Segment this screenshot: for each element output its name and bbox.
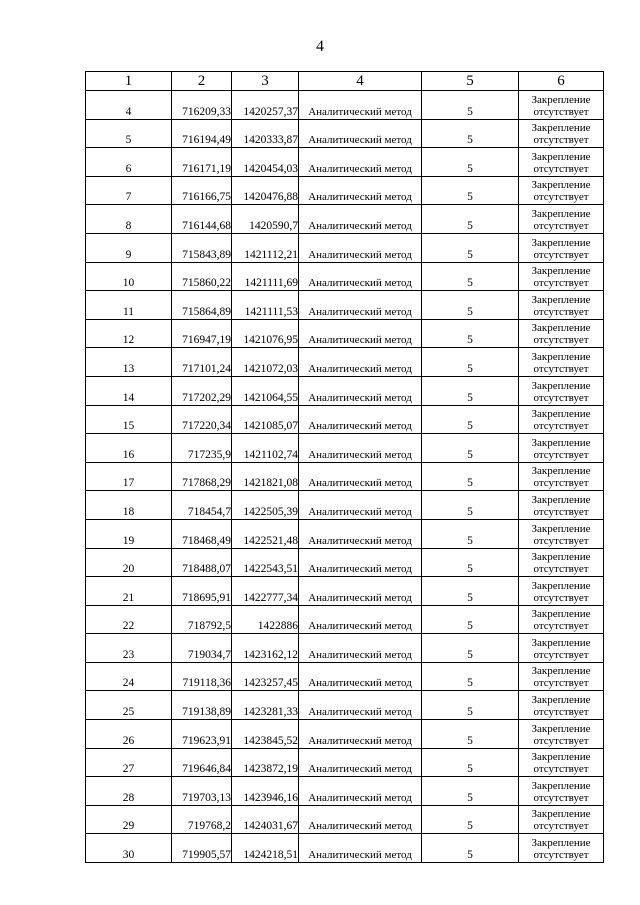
- accuracy-cell: 5: [422, 434, 519, 463]
- fixing-cell: Закрепление отсутствует: [519, 434, 604, 463]
- accuracy-cell: 5: [422, 805, 519, 834]
- coordinate-x: 717220,34: [172, 405, 232, 434]
- coordinate-x: 718695,91: [172, 577, 232, 606]
- accuracy-cell: 5: [422, 262, 519, 291]
- header-col-1: 1: [86, 72, 172, 91]
- table-body: [86, 91, 604, 863]
- header-col-4: 4: [299, 72, 422, 91]
- table-row: [86, 319, 604, 348]
- coordinate-x: 718792,5: [172, 605, 232, 634]
- method-cell: Аналитический метод: [299, 205, 422, 234]
- accuracy-cell: 5: [422, 291, 519, 320]
- coordinate-x: 716166,75: [172, 176, 232, 205]
- fixing-cell: Закрепление отсутствует: [519, 548, 604, 577]
- method-cell: Аналитический метод: [299, 548, 422, 577]
- table-row: [86, 720, 604, 749]
- method-cell: Аналитический метод: [299, 748, 422, 777]
- coordinate-y: 1424031,67: [232, 805, 299, 834]
- fixing-cell: Закрепление отсутствует: [519, 148, 604, 177]
- method-cell: Аналитический метод: [299, 291, 422, 320]
- point-number: 4: [86, 91, 172, 120]
- fixing-cell: Закрепление отсутствует: [519, 233, 604, 262]
- method-cell: Аналитический метод: [299, 805, 422, 834]
- coordinate-y: 1421064,55: [232, 376, 299, 405]
- point-number: 11: [86, 291, 172, 320]
- method-cell: Аналитический метод: [299, 233, 422, 262]
- fixing-cell: Закрепление отсутствует: [519, 405, 604, 434]
- method-cell: Аналитический метод: [299, 119, 422, 148]
- fixing-cell: Закрепление отсутствует: [519, 662, 604, 691]
- accuracy-cell: 5: [422, 662, 519, 691]
- accuracy-cell: 5: [422, 491, 519, 520]
- method-cell: Аналитический метод: [299, 319, 422, 348]
- method-cell: Аналитический метод: [299, 577, 422, 606]
- coordinate-y: 1422777,34: [232, 577, 299, 606]
- coordinate-y: 1423281,33: [232, 691, 299, 720]
- accuracy-cell: 5: [422, 748, 519, 777]
- table-row: [86, 662, 604, 691]
- point-number: 25: [86, 691, 172, 720]
- point-number: 21: [86, 577, 172, 606]
- accuracy-cell: 5: [422, 777, 519, 806]
- table-row: [86, 605, 604, 634]
- table-row: [86, 577, 604, 606]
- coordinate-x: 719034,7: [172, 634, 232, 663]
- accuracy-cell: 5: [422, 205, 519, 234]
- point-number: 5: [86, 119, 172, 148]
- table-row: [86, 634, 604, 663]
- table-row: [86, 434, 604, 463]
- point-number: 13: [86, 348, 172, 377]
- coordinate-x: 716947,19: [172, 319, 232, 348]
- accuracy-cell: 5: [422, 405, 519, 434]
- coordinate-x: 715843,89: [172, 233, 232, 262]
- page-number: 4: [316, 38, 324, 55]
- coordinate-x: 717235,9: [172, 434, 232, 463]
- table-row: [86, 777, 604, 806]
- method-cell: Аналитический метод: [299, 405, 422, 434]
- accuracy-cell: 5: [422, 376, 519, 405]
- table-header-row: [86, 72, 604, 91]
- coordinate-x: 718454,7: [172, 491, 232, 520]
- coordinate-y: 1422886: [232, 605, 299, 634]
- table-row: [86, 491, 604, 520]
- fixing-cell: Закрепление отсутствует: [519, 376, 604, 405]
- fixing-cell: Закрепление отсутствует: [519, 491, 604, 520]
- point-number: 30: [86, 834, 172, 863]
- method-cell: Аналитический метод: [299, 176, 422, 205]
- point-number: 24: [86, 662, 172, 691]
- point-number: 7: [86, 176, 172, 205]
- table-row: [86, 291, 604, 320]
- fixing-cell: Закрепление отсутствует: [519, 119, 604, 148]
- point-number: 28: [86, 777, 172, 806]
- table-row: [86, 176, 604, 205]
- coordinate-y: 1421102,74: [232, 434, 299, 463]
- coordinate-y: 1422543,51: [232, 548, 299, 577]
- method-cell: Аналитический метод: [299, 491, 422, 520]
- coordinate-y: 1421111,69: [232, 262, 299, 291]
- fixing-cell: Закрепление отсутствует: [519, 777, 604, 806]
- coordinate-x: 719623,91: [172, 720, 232, 749]
- fixing-cell: Закрепление отсутствует: [519, 748, 604, 777]
- accuracy-cell: 5: [422, 348, 519, 377]
- point-number: 16: [86, 434, 172, 463]
- coordinate-y: 1424218,51: [232, 834, 299, 863]
- point-number: 9: [86, 233, 172, 262]
- coordinate-x: 715860,22: [172, 262, 232, 291]
- accuracy-cell: 5: [422, 834, 519, 863]
- method-cell: Аналитический метод: [299, 348, 422, 377]
- table-row: [86, 119, 604, 148]
- fixing-cell: Закрепление отсутствует: [519, 691, 604, 720]
- header-col-6: 6: [519, 72, 604, 91]
- coordinate-y: 1420333,87: [232, 119, 299, 148]
- header-col-3: 3: [232, 72, 299, 91]
- point-number: 12: [86, 319, 172, 348]
- coordinate-y: 1421076,95: [232, 319, 299, 348]
- point-number: 15: [86, 405, 172, 434]
- coordinate-x: 719703,13: [172, 777, 232, 806]
- table-row: [86, 405, 604, 434]
- table-row: [86, 376, 604, 405]
- method-cell: Аналитический метод: [299, 634, 422, 663]
- fixing-cell: Закрепление отсутствует: [519, 319, 604, 348]
- coordinate-x: 718468,49: [172, 519, 232, 548]
- coordinate-y: 1421821,08: [232, 462, 299, 491]
- coordinate-x: 716171,19: [172, 148, 232, 177]
- coordinate-x: 719768,2: [172, 805, 232, 834]
- accuracy-cell: 5: [422, 148, 519, 177]
- coordinate-y: 1423257,45: [232, 662, 299, 691]
- method-cell: Аналитический метод: [299, 519, 422, 548]
- point-number: 8: [86, 205, 172, 234]
- point-number: 17: [86, 462, 172, 491]
- coordinate-x: 716144,68: [172, 205, 232, 234]
- method-cell: Аналитический метод: [299, 777, 422, 806]
- method-cell: Аналитический метод: [299, 662, 422, 691]
- accuracy-cell: 5: [422, 720, 519, 749]
- accuracy-cell: 5: [422, 634, 519, 663]
- table-row: [86, 548, 604, 577]
- coordinate-x: 719138,89: [172, 691, 232, 720]
- method-cell: Аналитический метод: [299, 605, 422, 634]
- header-col-5: 5: [422, 72, 519, 91]
- coordinate-y: 1422521,48: [232, 519, 299, 548]
- coordinate-y: 1423872,19: [232, 748, 299, 777]
- fixing-cell: Закрепление отсутствует: [519, 577, 604, 606]
- coordinate-x: 717202,29: [172, 376, 232, 405]
- fixing-cell: Закрепление отсутствует: [519, 834, 604, 863]
- coordinate-y: 1420590,7: [232, 205, 299, 234]
- table-row: [86, 748, 604, 777]
- method-cell: Аналитический метод: [299, 262, 422, 291]
- accuracy-cell: 5: [422, 233, 519, 262]
- point-number: 6: [86, 148, 172, 177]
- coordinate-y: 1421112,21: [232, 233, 299, 262]
- accuracy-cell: 5: [422, 605, 519, 634]
- coordinate-x: 719905,57: [172, 834, 232, 863]
- method-cell: Аналитический метод: [299, 91, 422, 120]
- coordinate-y: 1420454,03: [232, 148, 299, 177]
- fixing-cell: Закрепление отсутствует: [519, 634, 604, 663]
- method-cell: Аналитический метод: [299, 376, 422, 405]
- point-number: 23: [86, 634, 172, 663]
- coordinate-x: 715864,89: [172, 291, 232, 320]
- method-cell: Аналитический метод: [299, 834, 422, 863]
- fixing-cell: Закрепление отсутствует: [519, 462, 604, 491]
- table-row: [86, 834, 604, 863]
- accuracy-cell: 5: [422, 319, 519, 348]
- coordinate-y: 1423845,52: [232, 720, 299, 749]
- coordinate-x: 719118,36: [172, 662, 232, 691]
- fixing-cell: Закрепление отсутствует: [519, 605, 604, 634]
- accuracy-cell: 5: [422, 519, 519, 548]
- coordinate-x: 716194,49: [172, 119, 232, 148]
- fixing-cell: Закрепление отсутствует: [519, 348, 604, 377]
- method-cell: Аналитический метод: [299, 434, 422, 463]
- fixing-cell: Закрепление отсутствует: [519, 519, 604, 548]
- coordinate-x: 719646,84: [172, 748, 232, 777]
- point-number: 26: [86, 720, 172, 749]
- coordinates-table: [85, 71, 604, 863]
- method-cell: Аналитический метод: [299, 148, 422, 177]
- method-cell: Аналитический метод: [299, 691, 422, 720]
- point-number: 20: [86, 548, 172, 577]
- coordinate-y: 1421111,53: [232, 291, 299, 320]
- accuracy-cell: 5: [422, 91, 519, 120]
- coordinate-x: 718488,07: [172, 548, 232, 577]
- table-row: [86, 262, 604, 291]
- header-col-2: 2: [172, 72, 232, 91]
- accuracy-cell: 5: [422, 119, 519, 148]
- table-row: [86, 462, 604, 491]
- table-row: [86, 233, 604, 262]
- coordinate-y: 1420476,88: [232, 176, 299, 205]
- accuracy-cell: 5: [422, 577, 519, 606]
- point-number: 18: [86, 491, 172, 520]
- coordinate-y: 1423946,16: [232, 777, 299, 806]
- table-row: [86, 691, 604, 720]
- coordinate-y: 1421085,07: [232, 405, 299, 434]
- fixing-cell: Закрепление отсутствует: [519, 805, 604, 834]
- fixing-cell: Закрепление отсутствует: [519, 91, 604, 120]
- point-number: 22: [86, 605, 172, 634]
- coordinate-x: 717868,29: [172, 462, 232, 491]
- table-row: [86, 148, 604, 177]
- coordinate-y: 1422505,39: [232, 491, 299, 520]
- accuracy-cell: 5: [422, 176, 519, 205]
- table-row: [86, 348, 604, 377]
- method-cell: Аналитический метод: [299, 720, 422, 749]
- coordinate-x: 716209,33: [172, 91, 232, 120]
- fixing-cell: Закрепление отсутствует: [519, 205, 604, 234]
- point-number: 27: [86, 748, 172, 777]
- fixing-cell: Закрепление отсутствует: [519, 262, 604, 291]
- accuracy-cell: 5: [422, 462, 519, 491]
- point-number: 29: [86, 805, 172, 834]
- table-row: [86, 91, 604, 120]
- accuracy-cell: 5: [422, 691, 519, 720]
- point-number: 19: [86, 519, 172, 548]
- table-row: [86, 805, 604, 834]
- point-number: 10: [86, 262, 172, 291]
- method-cell: Аналитический метод: [299, 462, 422, 491]
- coordinate-y: 1423162,12: [232, 634, 299, 663]
- accuracy-cell: 5: [422, 548, 519, 577]
- point-number: 14: [86, 376, 172, 405]
- fixing-cell: Закрепление отсутствует: [519, 176, 604, 205]
- table-row: [86, 519, 604, 548]
- coordinate-x: 717101,24: [172, 348, 232, 377]
- fixing-cell: Закрепление отсутствует: [519, 720, 604, 749]
- coordinate-y: 1421072,03: [232, 348, 299, 377]
- coordinate-y: 1420257,37: [232, 91, 299, 120]
- fixing-cell: Закрепление отсутствует: [519, 291, 604, 320]
- table-row: [86, 205, 604, 234]
